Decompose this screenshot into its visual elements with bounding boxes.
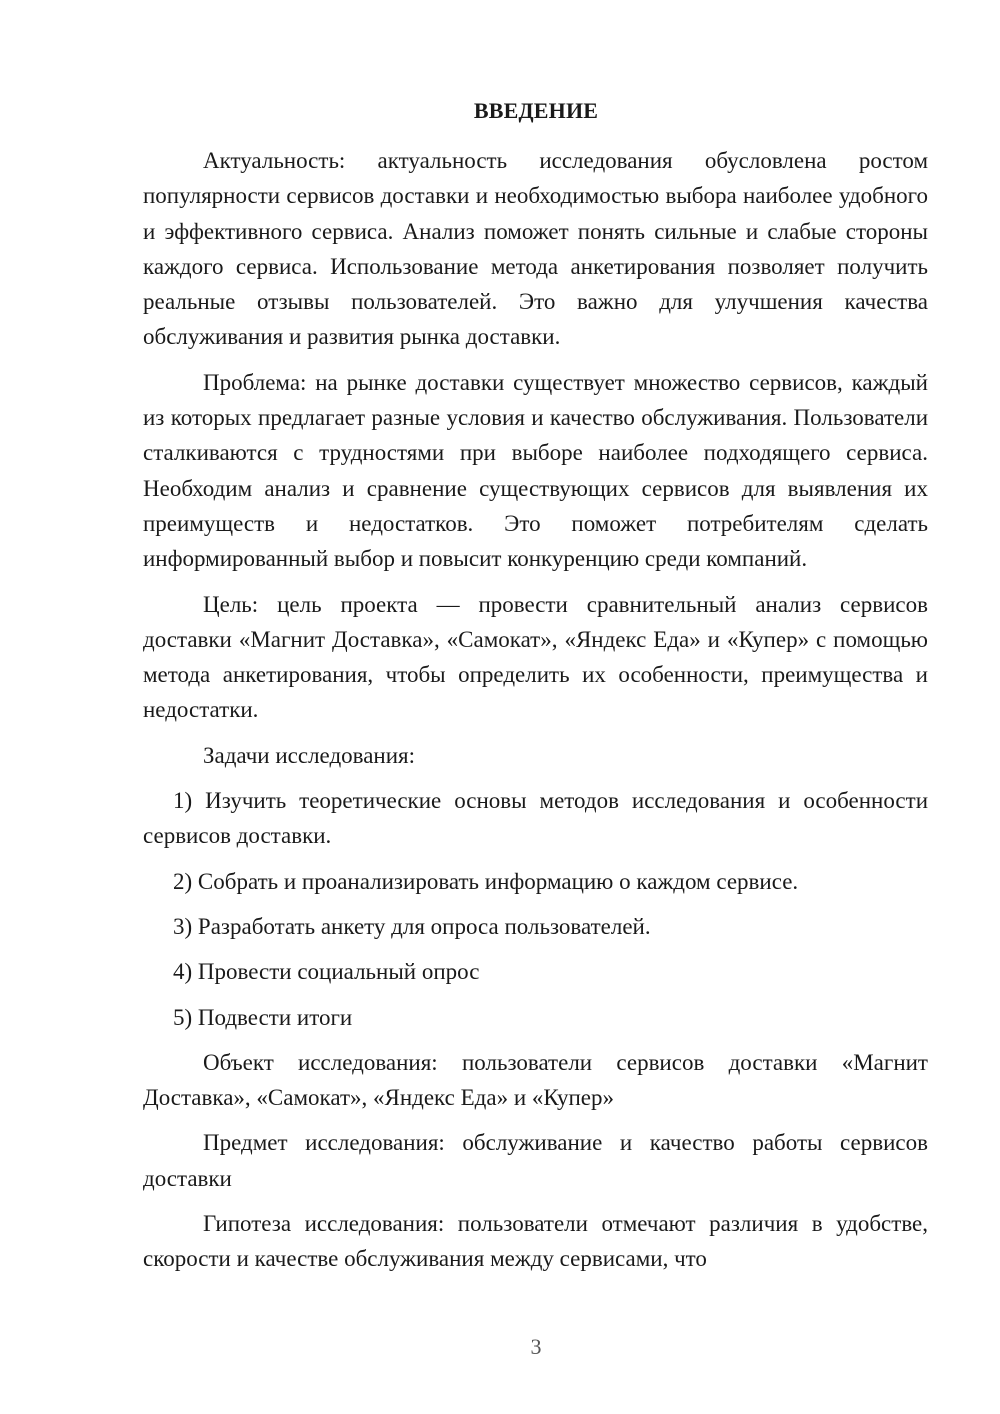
task-item-4: 4) Провести социальный опрос bbox=[173, 959, 480, 985]
document-body bbox=[143, 143, 928, 1287]
paragraph-relevance: Актуальность: актуальность исследования обусловлена ростом популярности сервисов доставки и необходимостью выбора наиболее удобного и эффективного сервиса. Анализ поможет понять сильные и слабые стороны каждого сервиса. Использование метода анкетирования позволяет получить реальные отзывы пользователей. Это важно для улучшения качества обслуживания и развития рынка доставки. bbox=[143, 148, 928, 350]
page-number: 3 bbox=[530, 1334, 542, 1359]
paragraph-hypothesis: Гипотеза исследования: пользователи отмечают различия в удобстве, скорости и качестве обслуживания между сервисами, что bbox=[143, 1211, 928, 1272]
tasks-heading: Задачи исследования: bbox=[203, 742, 416, 768]
task-item-5: 5) Подвести итоги bbox=[173, 1004, 353, 1030]
paragraph-subject: Предмет исследования: обслуживание и качество работы сервисов доставки bbox=[143, 1130, 928, 1191]
paragraph-problem: Проблема: на рынке доставки существует множество сервисов, каждый из которых предлагает разные условия и качество обслуживания. Пользователи сталкиваются с трудностями при выборе наиболее подходящего сервиса. Необходим анализ и сравнение существующих сервисов для выявления их преимуществ и недостатков. Это поможет потребителям сделать информированный выбор и повысит конкуренцию среди компаний. bbox=[143, 369, 928, 572]
task-item-1: 1) Изучить теоретические основы методов исследования и особенности сервисов доставки. bbox=[143, 788, 928, 849]
task-item-2: 2) Собрать и проанализировать информацию о каждом сервисе. bbox=[173, 868, 799, 894]
page-title: ВВЕДЕНИЕ bbox=[473, 98, 599, 123]
paragraph-object: Объект исследования: пользователи сервисов доставки «Магнит Доставка», «Самокат», «Яндекс Еда» и «Купер» bbox=[143, 1049, 928, 1111]
task-item-3: 3) Разработать анкету для опроса пользователей. bbox=[173, 913, 651, 939]
paragraph-goal: Цель: цель проекта — провести сравнительный анализ сервисов доставки «Магнит Доставка», «Самокат», «Яндекс Еда» и «Купер» с помощью метода анкетирования, чтобы определить их особенности, преимущества и недостатки. bbox=[143, 591, 928, 723]
